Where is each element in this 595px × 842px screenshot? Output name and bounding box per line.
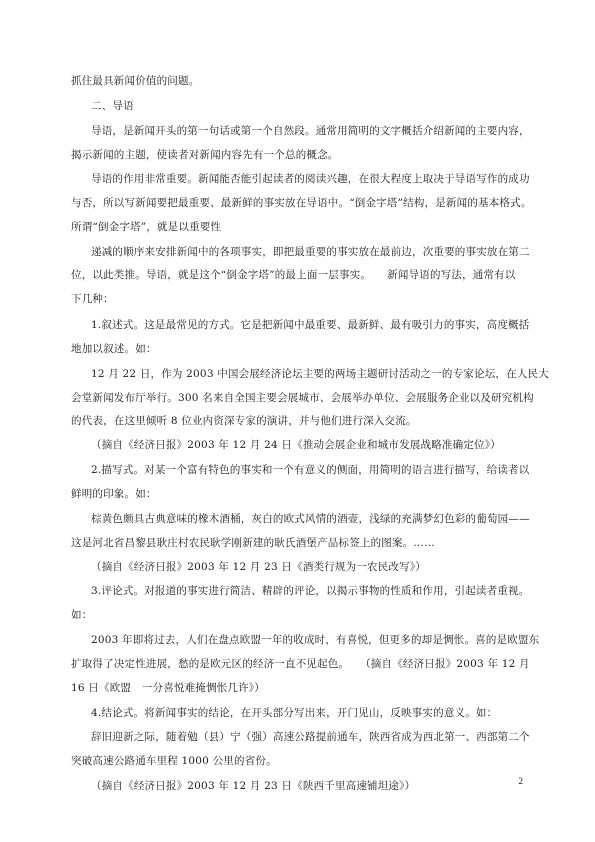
citation-line: （摘自《经济日报》2003 年 12 月 23 日《陕西千里高速铺坦途》） <box>91 780 416 792</box>
text-line: 辞旧迎新之际，随着勉（县）宁（强）高速公路提前通车，陕西省成为西北第一、西部第二个 <box>91 731 530 743</box>
text-line: 3.评论式。对报道的事实进行简洁、精辟的评论，以揭示事物的性质和作用，引起读者重视。 <box>91 585 530 597</box>
text-line: 导语，是新闻开头的第一句话或第一个自然段。通常用简明的文字概括介绍新闻的主要内容， <box>91 125 530 137</box>
text-line: 扩取得了决定性进展，愁的是欧元区的经济一直不见起色。 （摘自《经济日报》2003 年 12 月 <box>71 658 530 670</box>
text-line: 这是河北省昌黎县耿庄村农民耿学刚新建的耿氏酒堡产品标签上的图案。…… <box>71 537 435 549</box>
citation-line: （摘自《经济日报》2003 年 12 月 24 日《推动会展企业和城市发展战略准确定位》） <box>91 439 501 451</box>
text-line: 棕黄色颇具古典意味的橡木酒桶，灰白的欧式风情的酒壶，浅绿的充满梦幻色彩的葡萄园—— <box>91 513 530 525</box>
text-line: 地加以叙述。如： <box>71 343 157 355</box>
text-line: 会堂新闻发布厅举行。300 名来自全国主要会展城市、会展举办单位、会展服务企业以及研究机构 <box>71 392 534 404</box>
text-line: 突破高速公路通车里程 1000 公里的省份。 <box>71 755 277 767</box>
text-line: 揭示新闻的主题，使读者对新闻内容先有一个总的概念。 <box>71 149 339 161</box>
text-line: 的代表，在这里倾听 8 位业内资深专家的演讲，并与他们进行深入交流。 <box>71 415 417 427</box>
text-line: 所谓“倒金字塔”，就是以重要性 <box>71 221 222 233</box>
text-line: 与否，所以写新闻要把最重要、最新鲜的事实放在导语中。“倒金字塔”结构，是新闻的基本格式。 <box>71 197 532 209</box>
section-heading: 二、导语 <box>91 100 134 112</box>
text-line: 递减的顺序来安排新闻中的各项事实，即把最重要的事实放在最前边，次重要的事实放在第二 <box>91 246 530 258</box>
text-line: 2003 年即将过去，人们在盘点欧盟一年的收成时，有喜悦，但更多的却是惆怅。喜的是欧盟东 <box>91 634 540 646</box>
text-line: 12 月 22 日，作为 2003 中国会展经济论坛主要的两场主题研讨活动之一的专家论坛，在人民大 <box>91 368 549 380</box>
text-line: 如： <box>71 609 93 621</box>
citation-line: （摘自《经济日报》2003 年 12 月 23 日《酒类行规为一农民改写》） <box>91 561 426 573</box>
text-line: 1.叙述式。这是最常见的方式。它是把新闻中最重要、最新鲜、最有吸引力的事实，高度概括 <box>91 319 530 331</box>
text-line: 16 日《欧盟 一分喜悦难掩惆怅几许》） <box>71 682 265 694</box>
text-line: 位，以此类推。导语，就是这个“倒金字塔”的最上面一层事实。 新闻导语的写法，通常有以 <box>71 269 516 281</box>
text-line: 导语的作用非常重要。新闻能否能引起读者的阅读兴趣，在很大程度上取决于导语写作的成功 <box>91 173 530 185</box>
text-line: 抓住最具新闻价值的问题。 <box>71 75 200 87</box>
text-line: 4.结论式。将新闻事实的结论，在开头部分写出来，开门见山，反映事实的意义。如： <box>91 707 498 719</box>
text-line: 鲜明的印象。如： <box>71 488 157 500</box>
text-line: 2.描写式。对某一个富有特色的事实和一个有意义的侧面，用简明的语言进行描写，给读者以 <box>91 464 530 476</box>
page-number: 2 <box>518 776 523 786</box>
text-line: 下几种： <box>71 293 114 305</box>
